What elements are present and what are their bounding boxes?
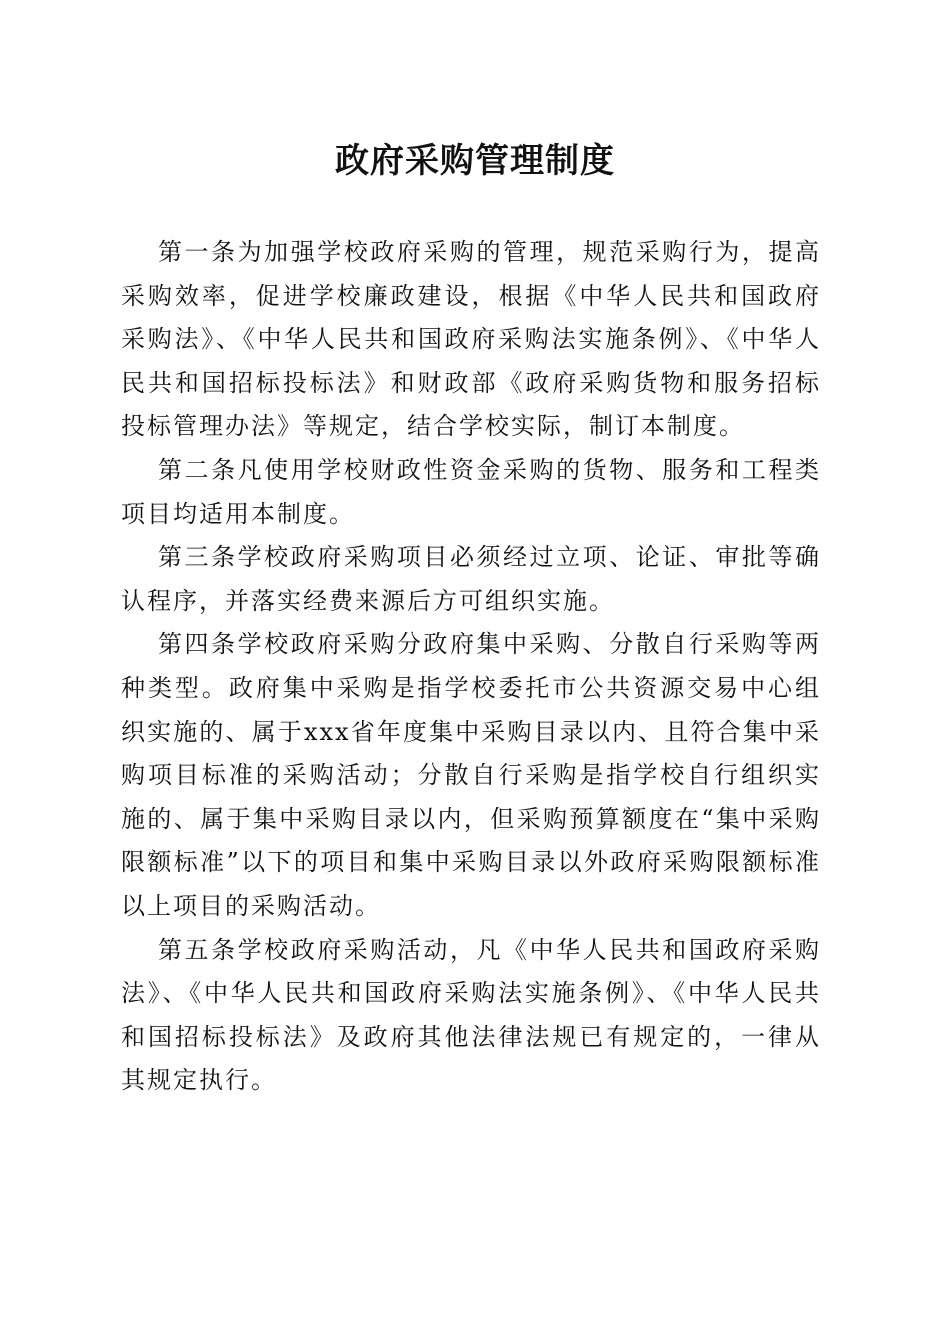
article-4-paragraph: 第四条学校政府采购分政府集中采购、分散自行采购等两种类型。政府集中采购是指学校委托市公共资源交易中心组织实施的、属于xxx省年度集中采购目录以内、且符合集中采购项目标准的采购活动；分散自行采购是指学校自行组织实施的、属于集中采购目录以内，但采购预算额度在“集中采购限额标准”以下的项目和集中采购目录以外政府采购限额标准以上项目的采购活动。 (121, 630, 821, 920)
article-5-paragraph: 第五条学校政府采购活动，凡《中华人民共和国政府采购法》、《中华人民共和国政府采购法实施条例》、《中华人民共和国招标投标法》及政府其他法律法规已有规定的，一律从其规定执行。 (121, 935, 821, 1095)
document-title: 政府采购管理制度 (335, 141, 615, 181)
article-2-paragraph: 第二条凡使用学校财政性资金采购的货物、服务和工程类项目均适用本制度。 (121, 455, 821, 528)
article-3-paragraph: 第三条学校政府采购项目必须经过立项、论证、审批等确认程序，并落实经费来源后方可组织实施。 (121, 543, 821, 615)
article-1-paragraph: 第一条为加强学校政府采购的管理，规范采购行为，提高采购效率，促进学校廉政建设，根据《中华人民共和国政府采购法》、《中华人民共和国政府采购法实施条例》、《中华人民共和国招标投标法》和财政部《政府采购货物和服务招标投标管理办法》等规定，结合学校实际，制订本制度。 (121, 238, 821, 441)
document-body (121, 231, 821, 1103)
